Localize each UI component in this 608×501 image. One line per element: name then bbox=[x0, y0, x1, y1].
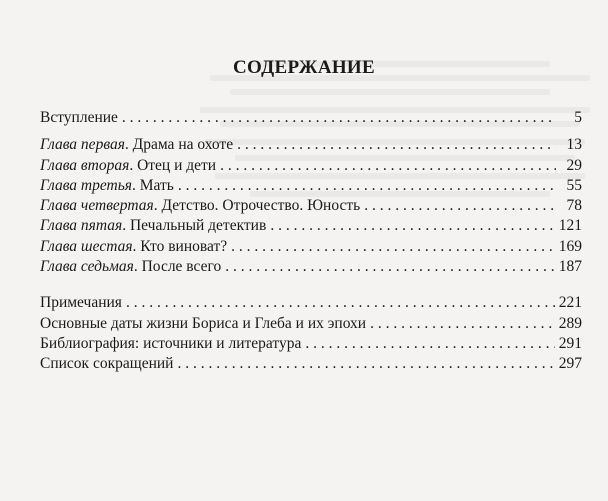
toc-page-number: 297 bbox=[558, 355, 582, 373]
toc-title: СОДЕРЖАНИЕ bbox=[233, 57, 375, 78]
chapter-title: Драма на охоте bbox=[132, 136, 234, 154]
dot-leader bbox=[220, 156, 556, 176]
chapter-separator: . bbox=[122, 217, 130, 235]
toc-entry-chapter-3[interactable] bbox=[40, 176, 582, 196]
table-of-contents bbox=[40, 108, 582, 375]
chapter-lead: Глава вторая bbox=[40, 156, 130, 174]
toc-page-number: 221 bbox=[558, 294, 582, 312]
toc-page-number: 289 bbox=[558, 314, 582, 332]
toc-entry-notes[interactable] bbox=[40, 293, 582, 313]
toc-entry-label bbox=[40, 196, 360, 216]
toc-page-number: 169 bbox=[558, 237, 582, 255]
chapter-title: Отец и дети bbox=[137, 156, 217, 174]
toc-page-number: 29 bbox=[566, 156, 582, 174]
chapter-lead: Глава седьмая bbox=[40, 258, 134, 276]
chapter-separator: . bbox=[132, 176, 140, 194]
toc-entry-label bbox=[40, 156, 216, 176]
chapter-lead: Глава третья bbox=[40, 176, 133, 194]
toc-entry-label bbox=[40, 237, 227, 257]
chapter-separator: . bbox=[133, 258, 142, 276]
toc-entry-chapter-1[interactable] bbox=[40, 135, 582, 155]
toc-page-number: 121 bbox=[558, 217, 582, 235]
toc-entry-label: Основные даты жизни Бориса и Глеба и их эпохи bbox=[40, 314, 367, 332]
toc-entry-bibliography[interactable] bbox=[40, 334, 582, 354]
toc-entry-chapter-4[interactable] bbox=[40, 196, 582, 216]
toc-page-number: 5 bbox=[574, 109, 582, 126]
toc-page-number: 78 bbox=[566, 197, 582, 215]
toc-entry-chapter-2[interactable] bbox=[40, 156, 582, 176]
toc-page-number: 187 bbox=[558, 258, 582, 276]
toc-entry-label bbox=[40, 216, 266, 236]
toc-entry-label bbox=[40, 176, 174, 196]
toc-entry-abbreviations[interactable] bbox=[40, 354, 582, 374]
toc-entry-label bbox=[40, 135, 233, 155]
chapter-separator: . bbox=[129, 156, 138, 174]
toc-page-number: 55 bbox=[566, 176, 582, 194]
toc-entry-label: Вступление bbox=[40, 109, 118, 126]
dot-leader bbox=[270, 216, 554, 236]
toc-entry-label: Примечания bbox=[40, 294, 122, 312]
chapter-title: Детство. Отрочество. Юность bbox=[161, 197, 361, 215]
toc-entry-label bbox=[40, 257, 221, 277]
chapter-title: Кто виноват? bbox=[140, 237, 228, 255]
toc-page-number: 291 bbox=[558, 334, 582, 352]
chapter-title: Печальный детектив bbox=[129, 217, 267, 235]
dot-leader bbox=[237, 135, 556, 155]
chapter-lead: Глава пятая bbox=[40, 217, 123, 235]
chapter-title: После всего bbox=[141, 258, 222, 276]
chapter-separator: . bbox=[153, 197, 162, 215]
toc-entry-chapter-5[interactable] bbox=[40, 216, 582, 236]
dot-leader bbox=[364, 196, 556, 216]
dot-leader bbox=[305, 334, 554, 354]
toc-page-number: 13 bbox=[566, 136, 582, 154]
dot-leader bbox=[177, 354, 554, 374]
chapter-lead: Глава шестая bbox=[40, 237, 133, 255]
chapter-separator: . bbox=[124, 136, 133, 154]
chapter-lead: Глава первая bbox=[40, 136, 125, 154]
chapter-lead: Глава четвертая bbox=[40, 197, 154, 215]
toc-entry-intro[interactable] bbox=[40, 108, 582, 128]
toc-entry-label: Список сокращений bbox=[40, 355, 174, 373]
toc-entry-chapter-7[interactable] bbox=[40, 257, 582, 277]
dot-leader bbox=[178, 176, 556, 196]
dot-leader bbox=[231, 237, 555, 257]
toc-entry-chapter-6[interactable] bbox=[40, 237, 582, 257]
dot-leader bbox=[122, 108, 556, 128]
toc-entry-label: Библиография: источники и литература bbox=[40, 334, 302, 352]
dot-leader bbox=[225, 257, 555, 277]
dot-leader bbox=[126, 293, 555, 313]
chapter-separator: . bbox=[132, 237, 141, 255]
dot-leader bbox=[370, 314, 555, 334]
toc-entry-timeline[interactable] bbox=[40, 314, 582, 334]
chapter-title: Мать bbox=[139, 176, 174, 194]
